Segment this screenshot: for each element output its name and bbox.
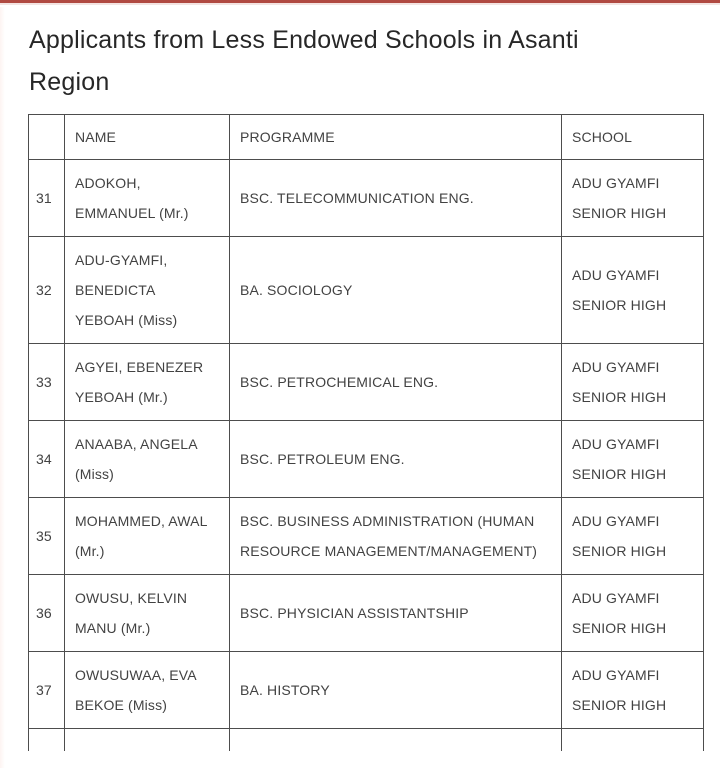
cell-number: 35 <box>29 498 65 575</box>
cell-school: ADU GYAMFI SENIOR HIGH <box>562 575 704 652</box>
table-row <box>29 237 704 344</box>
cell-name: AGYEI, EBENEZER YEBOAH (Mr.) <box>65 344 230 421</box>
cell-name: ANAABA, ANGELA (Miss) <box>65 421 230 498</box>
cell-name: OWUSUWAA, EVA BEKOE (Miss) <box>65 652 230 729</box>
applicants-table <box>28 114 704 751</box>
table-row-partial <box>29 729 704 751</box>
cell-name: ADOKOH, EMMANUEL (Mr.) <box>65 160 230 237</box>
table-body <box>29 160 704 729</box>
cell-programme: BSC. BUSINESS ADMINISTRATION (HUMAN RESOURCE MANAGEMENT/MANAGEMENT) <box>230 498 562 575</box>
page-content <box>0 5 720 751</box>
cell-programme: BSC. PETROLEUM ENG. <box>230 421 562 498</box>
header-cell-programme: PROGRAMME <box>230 115 562 160</box>
cell-programme: BA. HISTORY <box>230 652 562 729</box>
cell-school: ADU GYAMFI SENIOR HIGH <box>562 421 704 498</box>
cell-school: ADU GYAMFI SENIOR HIGH <box>562 237 704 344</box>
header-cell-name: NAME <box>65 115 230 160</box>
cell-number: 37 <box>29 652 65 729</box>
cell-school: ADU GYAMFI SENIOR HIGH <box>562 652 704 729</box>
cell-number: 34 <box>29 421 65 498</box>
table-row <box>29 160 704 237</box>
cell-programme: BA. SOCIOLOGY <box>230 237 562 344</box>
table-row <box>29 498 704 575</box>
cell-name <box>65 729 230 751</box>
cell-programme: BSC. PHYSICIAN ASSISTANTSHIP <box>230 575 562 652</box>
header-cell-school: SCHOOL <box>562 115 704 160</box>
table-row <box>29 652 704 729</box>
cell-number <box>29 729 65 751</box>
cell-programme <box>230 729 562 751</box>
table-row <box>29 421 704 498</box>
cell-number: 32 <box>29 237 65 344</box>
table-body-overflow <box>29 729 704 751</box>
cell-number: 31 <box>29 160 65 237</box>
cell-school <box>562 729 704 751</box>
cell-school: ADU GYAMFI SENIOR HIGH <box>562 160 704 237</box>
header-cell-number <box>29 115 65 160</box>
cell-programme: BSC. TELECOMMUNICATION ENG. <box>230 160 562 237</box>
cell-school: ADU GYAMFI SENIOR HIGH <box>562 498 704 575</box>
table-header-row <box>29 115 704 160</box>
cell-number: 33 <box>29 344 65 421</box>
table-row <box>29 575 704 652</box>
cell-name: MOHAMMED, AWAL (Mr.) <box>65 498 230 575</box>
table-row <box>29 344 704 421</box>
cell-name: ADU-GYAMFI, BENEDICTA YEBOAH (Miss) <box>65 237 230 344</box>
page-title: Applicants from Less Endowed Schools in Asanti Region <box>29 26 579 96</box>
cell-name: OWUSU, KELVIN MANU (Mr.) <box>65 575 230 652</box>
cell-school: ADU GYAMFI SENIOR HIGH <box>562 344 704 421</box>
cell-programme: BSC. PETROCHEMICAL ENG. <box>230 344 562 421</box>
cell-number: 36 <box>29 575 65 652</box>
